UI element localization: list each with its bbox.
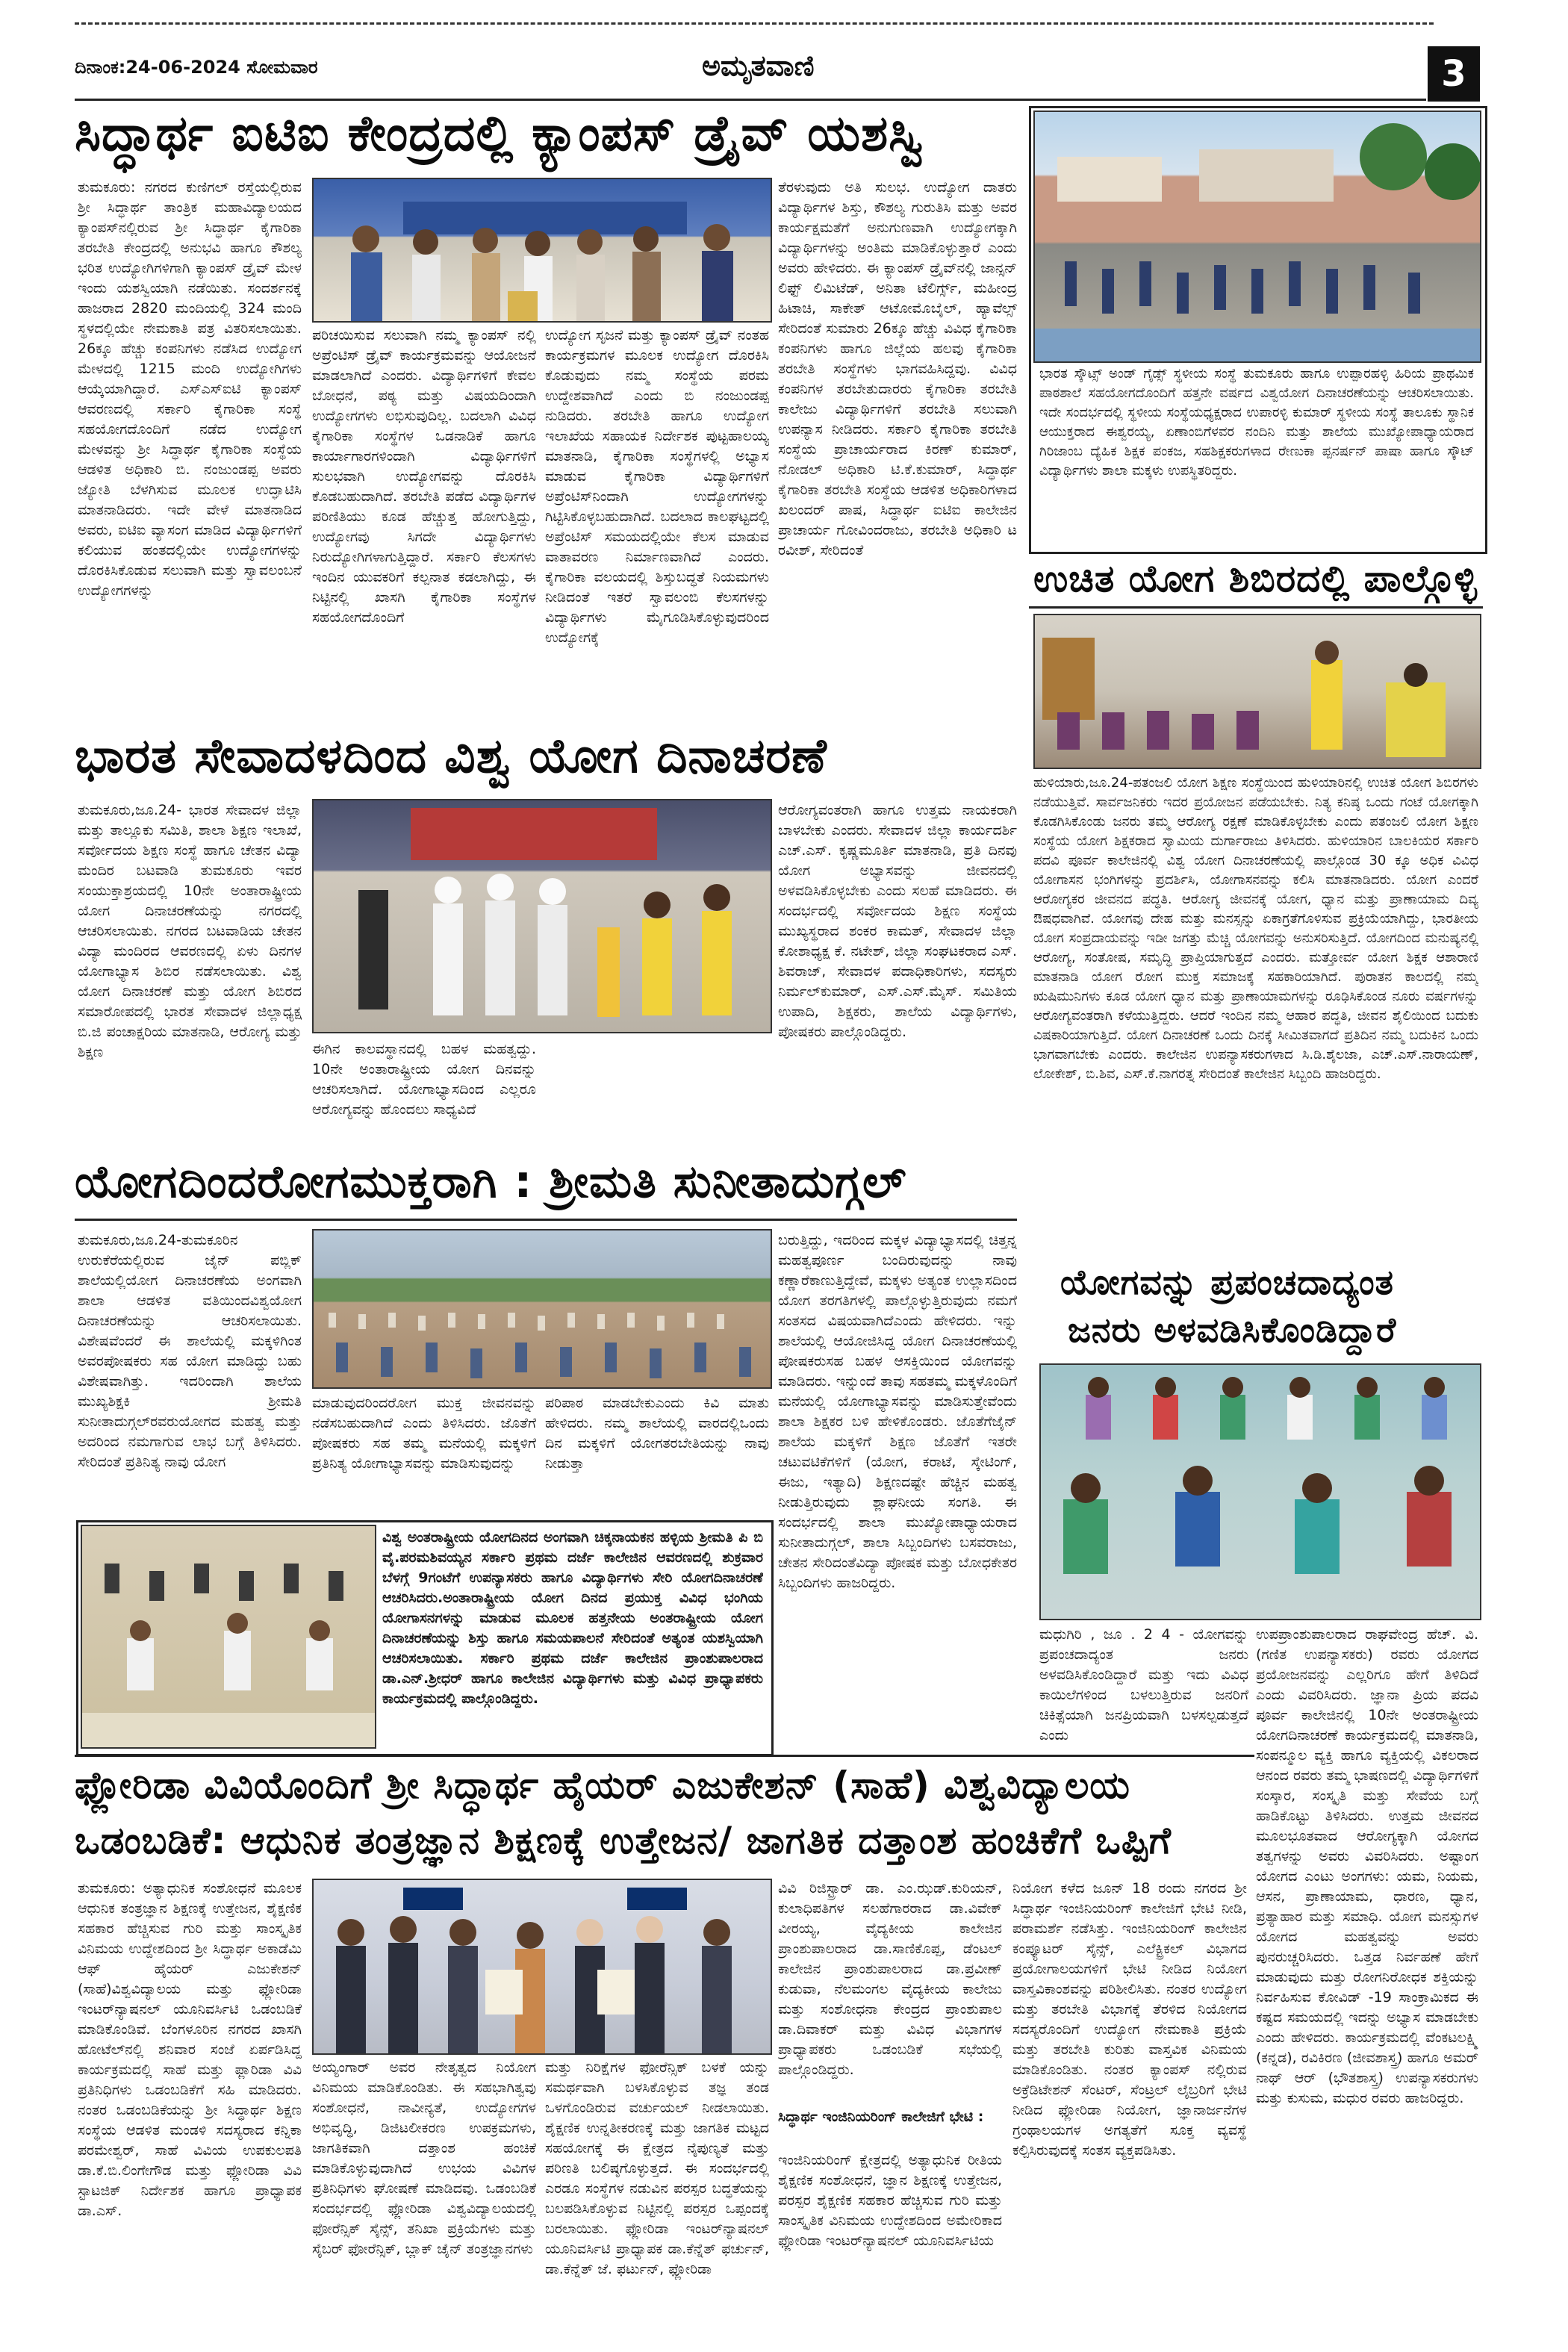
right2-rule [1029, 606, 1483, 609]
story4-headline-line1: ಫ್ಲೋರಿಡಾ ವಿವಿಯೊಂದಿಗೆ ಶ್ರೀ ಸಿದ್ಧಾರ್ಥ ಹೈಯರ್ ಎಜುಕೇಶನ್ (ಸಾಹೆ) ವಿಶ್ವವಿದ್ಯಾಲಯ [75, 1764, 1130, 1807]
right2-headline: ಉಚಿತ ಯೋಗ ಶಿಬಿರದಲ್ಲಿ ಪಾಲ್ಗೊಳ್ಳಿ [1033, 557, 1478, 600]
issue-date: ದಿನಾಂಕ:24-06-2024 ಸೋಮವಾರ [75, 57, 318, 78]
story4-col4a: ವಿವಿ ರಿಜಿಸ್ಟ್ರಾರ್ ಡಾ. ಎಂ.ಝಡ್.ಕುರಿಯನ್, ಕುಲಾಧಿಪತಿಗಳ ಸಲಹೆಗಾರರಾದ ಡಾ.ವಿವೇಕ್ ವೀರಯ್ಯ, ವೈದ್ಯಕೀಯ ಕಾಲೇಜಿನ ಪ್ರಾಂಶುಪಾಲರಾದ ಡಾ.ಸಾಣಿಕೊಪ್ಪ, ಡೆಂಟಲ್ ಕಾಲೇಜಿನ ಪ್ರಾಂಶುಪಾಲರಾದ ಡಾ.ಪ್ರವೀಣ್ ಕುಡುವಾ, ನೆಲಮಂಗಲ ವೈದ್ಯಕೀಯ ಕಾಲೇಜು ಮತ್ತು ಸಂಶೋಧನಾ ಕೇಂದ್ರದ ಪ್ರಾಂಶುಪಾಲ ಡಾ.ದಿವಾಕರ್ ಮತ್ತು ವಿವಿಧ ವಿಭಾಗಗಳ ಪ್ರಾಧ್ಯಾಪಕರು ಒಡಂಬಡಿಕೆ ಸಭೆಯಲ್ಲಿ ಪಾಲ್ಗೊಂಡಿದ್ದರು. [778, 1880, 1002, 2078]
madhugiri-yoga-figures [1041, 1365, 1480, 1619]
masthead-rule [75, 99, 1426, 101]
campus-drive-photo-figures [314, 179, 771, 321]
story3-rule [75, 1219, 1017, 1221]
story1-col1: ತುಮಕೂರು: ನಗರದ ಕುಣಿಗಲ್ ರಸ್ತೆಯಲ್ಲಿರುವ ಶ್ರೀ ಸಿದ್ಧಾರ್ಥ ತಾಂತ್ರಿಕ ಮಹಾವಿದ್ಯಾಲಯದ ಕ್ಯಾಂಪಸ್‌ನಲ್ಲಿರುವ ಶ್ರೀ ಸಿದ್ಧಾರ್ಥ ಕೈಗಾರಿಕಾ ತರಬೇತಿ ಕೇಂದ್ರದಲ್ಲಿ ಅನುಭವಿ ಹಾಗೂ ಕೌಶಲ್ಯ ಭರಿತ ಉದ್ಯೋಗಿಗಳಿಗಾಗಿ ಕ್ಯಾಂಪಸ್ ಡ್ರೈವ್ ಮೇಳ ಇಂದು ಯಶಸ್ವಿಯಾಗಿ ನಡೆಯಿತು. ಸಂದರ್ಶನಕ್ಕೆ ಹಾಜರಾದ 2820 ಮಂದಿಯಲ್ಲಿ 324 ಮಂದಿ ಸ್ಥಳದಲ್ಲಿಯೇ ನೇಮಕಾತಿ ಪತ್ರ ವಿತರಿಸಲಾಯಿತು. 26ಕ್ಕೂ ಹೆಚ್ಚು ಕಂಪನಿಗಳು ನಡೆಸಿದ ಉದ್ಯೋಗ ಮೇಳದಲ್ಲಿ 1215 ಮಂದಿ ಉದ್ಯೋಗಿಗಳು ಆಯ್ಕೆಯಾಗಿದ್ದಾರೆ. ಎಸ್‌ಎಸ್‌ಐಟಿ ಕ್ಯಾಂಪಸ್ ಆವರಣದಲ್ಲಿ ಸರ್ಕಾರಿ ಕೈಗಾರಿಕಾ ಸಂಸ್ಥೆ ಸಹಯೋಗದೊಂದಿಗೆ ನಡೆದ ಉದ್ಯೋಗ ಮೇಳವನ್ನು ಶ್ರೀ ಸಿದ್ಧಾರ್ಥ ಕೈಗಾರಿಕಾ ಸಂಸ್ಥೆಯ ಆಡಳಿತ ಅಧಿಕಾರಿ ಬಿ. ನಂಜುಂಡಪ್ಪ ಅವರು ಜ್ಯೋತಿ ಬೆಳಗಿಸುವ ಮೂಲಕ ಉದ್ಘಾಟಿಸಿ ಮಾತನಾಡಿದರು. ಇದೇ ವೇಳೆ ಮಾತನಾಡಿದ ಅವರು, ಐಟಿಐ ವ್ಯಾಸಂಗ ಮಾಡಿದ ವಿದ್ಯಾರ್ಥಿಗಳಿಗೆ ಕಲಿಯುವ ಹಂತದಲ್ಲಿಯೇ ಉದ್ಯೋಗಗಳನ್ನು ದೊರಕಿಸಿಕೊಡುವ ಸಲುವಾಗಿ ಮತ್ತು ಸ್ವಾವಲಂಬನೆ ಉದ್ಯೋಗಗಳನ್ನು [78, 179, 302, 599]
seva-dal-yoga-figures [314, 800, 771, 1032]
story4-col2: ಅಯ್ಯಂಗಾರ್ ಅವರ ನೇತೃತ್ವದ ನಿಯೋಗ ವಿನಿಮಯ ಮಾಡಿಕೊಂಡಿತು. ಈ ಸಹಭಾಗಿತ್ವವು ಸಂಶೋಧನೆ, ನಾವೀನ್ಯತೆ, ಉದ್ಯೋಗಗಳ ಅಭಿವೃದ್ಧಿ, ಡಿಜಿಟಲೀಕರಣ ಉಪಕ್ರಮಗಳು, ಜಾಗತಿಕವಾಗಿ ದತ್ತಾಂಶ ಹಂಚಿಕೆ ಮಾಡಿಕೊಳ್ಳುವುದಾಗಿದೆ ಉಭಯ ವಿವಿಗಳ ಪ್ರತಿನಿಧಿಗಳು ಘೋಷಣೆ ಮಾಡಿದವು. ಒಡಂಬಡಿಕೆ ಸಂದರ್ಭದಲ್ಲಿ ಫ್ಲೋರಿಡಾ ವಿಶ್ವವಿದ್ಯಾಲಯದಲ್ಲಿ ಫೋರೆನ್ಸಿಕ್ ಸೈನ್ಸ್, ತನಿಖಾ ಪ್ರಕ್ರಿಯೆಗಳು ಮತ್ತು ಸೈಬರ್ ಫೋರೆನ್ಸಿಕ್, ಬ್ಲಾಕ್ ಚೈನ್ ತಂತ್ರಜ್ಞಾನಗಳು [312, 2059, 536, 2257]
right3-headline-line1: ಯೋಗವನ್ನು ಪ್ರಪಂಚದಾದ್ಯಂತ [1060, 1262, 1394, 1302]
jain-school-yoga-photo [312, 1229, 772, 1389]
free-yoga-camp-photo [1033, 614, 1481, 769]
story1-headline: ಸಿದ್ಧಾರ್ಥ ಐಟಿಐ ಕೇಂದ್ರದಲ್ಲಿ ಕ್ಯಾಂಪಸ್ ಡ್ರೈವ್ ಯಶಸ್ವಿ [75, 105, 924, 162]
jain-school-yoga-figures [314, 1231, 771, 1387]
seva-dal-yoga-photo [312, 799, 772, 1033]
story2-col3: ಆರೋಗ್ಯವಂತರಾಗಿ ಹಾಗೂ ಉತ್ತಮ ನಾಯಕರಾಗಿ ಬಾಳಬೇಕು ಎಂದರು. ಸೇವಾದಳ ಜಿಲ್ಲಾ ಕಾರ್ಯದರ್ಶಿ ಎಚ್.ಎಸ್. ಕೃಷ್ಣಮೂರ್ತಿ ಮಾತನಾಡಿ, ಪ್ರತಿ ದಿನವು ಯೋಗ ಅಭ್ಯಾಸವನ್ನು ಜೀವನದಲ್ಲಿ ಅಳವಡಿಸಿಕೊಳ್ಳಬೇಕು ಎಂದು ಸಲಹೆ ಮಾಡಿದರು. ಈ ಸಂದರ್ಭದಲ್ಲಿ ಸರ್ವೋದಯ ಶಿಕ್ಷಣ ಸಂಸ್ಥೆಯ ಮುಖ್ಯಸ್ಥರಾದ ಶಂಕರ ಕಾಮತ್, ಸೇವಾದಳ ಜಿಲ್ಲಾ ಕೋಶಾಧ್ಯಕ್ಷ ಕೆ. ನಟೇಶ್, ಜಿಲ್ಲಾ ಸಂಘಟಕರಾದ ಎಸ್. ಶಿವರಾಜ್, ಸೇವಾದಳ ಪದಾಧಿಕಾರಿಗಳು, ಸದಸ್ಯರು ನಿರ್ಮಲ್‌ಕುಮಾರ್, ಎಸ್.ಎಸ್.ಮೈಸ್. ಸಮಿತಿಯ ಉಪಾದಿ, ಶಿಕ್ಷಕರು, ಶಾಲೆಯ ವಿದ್ಯಾರ್ಥಿಗಳು, ಪೋಷಕರು ಪಾಲ್ಗೊಂಡಿದ್ದರು. [778, 802, 1017, 1040]
story1-col3: ಉದ್ಯೋಗ ಸೃಜನೆ ಮತ್ತು ಕ್ಯಾಂಪಸ್ ಡ್ರೈವ್ ನಂತಹ ಕಾರ್ಯಕ್ರಮಗಳ ಮೂಲಕ ಉದ್ಯೋಗ ದೊರಕಿಸಿ ಕೊಡುವುದು ನಮ್ಮ ಸಂಸ್ಥೆಯ ಪರಮ ಉದ್ದೇಶವಾಗಿದೆ ಎಂದು ಬಿ ನಂಜುಂಡಪ್ಪ ನುಡಿದರು. ತರಬೇತಿ ಹಾಗೂ ಉದ್ಯೋಗ ಇಲಾಖೆಯ ಸಹಾಯಕ ನಿರ್ದೇಶಕ ಪುಟ್ಟಹಾಲಯ್ಯ ಮಾತನಾಡಿ, ಕೈಗಾರಿಕಾ ಸಂಸ್ಥೆಗಳಲ್ಲಿ ಅಭ್ಯಾಸ ಮಾಡುವ ಕೈಗಾರಿಕಾ ವಿದ್ಯಾರ್ಥಿಗಳಿಗೆ ಅಪ್ರೆಂಟಿಸ್‌ನಿಂದಾಗಿ ಉದ್ಯೋಗಗಳನ್ನು ಗಿಟ್ಟಿಸಿಕೊಳ್ಳಬಹುದಾಗಿದೆ. ಬದಲಾದ ಕಾಲಘಟ್ಟದಲ್ಲಿ ಅಪ್ರೆಂಟಿಸ್ ಸಮಯದಲ್ಲಿಯೇ ಕೆಲಸ ಮಾಡುವ ವಾತಾವರಣ ನಿರ್ಮಾಣವಾಗಿದೆ ಎಂದರು. ಕೈಗಾರಿಕಾ ವಲಯದಲ್ಲಿ ಶಿಸ್ತುಬದ್ಧತೆ ನಿಯಮಗಳು ನೀಡಿದಂತೆ ಇತರೆ ಸ್ವಾವಲಂಬಿ ಕೆಲಸಗಳನ್ನು ವಿದ್ಯಾರ್ಥಿಗಳು ಮೈಗೂಡಿಸಿಕೊಳ್ಳುವುದರಿಂದ ಉದ್ಯೋಗಕ್ಕೆ [545, 327, 769, 646]
chikkanayakanahalli-caption: ವಿಶ್ವ ಅಂತರಾಷ್ಟ್ರೀಯ ಯೋಗದಿನದ ಅಂಗವಾಗಿ ಚಿಕ್ಕನಾಯಕನ ಹಳ್ಳಿಯ ಶ್ರೀಮತಿ ಪಿ ಬಿ ವೈ.ಪರಮಶಿವಯ್ಯನ ಸರ್ಕಾರಿ ಪ್ರಥಮ ದರ್ಜೆ ಕಾಲೇಜಿನ ಆವರಣದಲ್ಲಿ ಶುಕ್ರವಾರ ಬೆಳಗ್ಗೆ 9ಗಂಟೆಗೆ ಉಪನ್ಯಾಸಕರು ಹಾಗೂ ವಿದ್ಯಾರ್ಥಿಗಳು ಸೇರಿ ಯೋಗದಿನಾಚರಣೆ ಆಚರಿಸಿದರು.ಅಂತಾರಾಷ್ಟ್ರೀಯ ಯೋಗ ದಿನದ ಪ್ರಯುಕ್ತ ವಿವಿಧ ಭಂಗಿಯ ಯೋಗಾಸನಗಳನ್ನು ಮಾಡುವ ಮೂಲಕ ಹತ್ತನೇಯ ಅಂತರಾಷ್ಟ್ರೀಯ ಯೋಗ ದಿನಾಚರಣೆಯನ್ನು ಶಿಸ್ತು ಹಾಗೂ ಸಮಯಪಾಲನೆ ಸೇರಿದಂತೆ ಅತ್ಯಂತ ಯಶಸ್ವಿಯಾಗಿ ಆಚರಿಸಲಾಯಿತು. ಸರ್ಕಾರಿ ಪ್ರಥಮ ದರ್ಜೆ ಕಾಲೇಜಿನ ಪ್ರಾಂಶುಪಾಲರಾದ ಡಾ.ಎನ್.ಶ್ರೀಧರ್ ಹಾಗೂ ಕಾಲೇಜಿನ ವಿದ್ಯಾರ್ಥಿಗಳು ಮತ್ತು ವಿವಿಧ ಪ್ರಾಧ್ಯಾಪಕರು ಕಾರ್ಯಕ್ರಮದಲ್ಲಿ ಪಾಲ್ಗೊಂಡಿದ್ದರು. [382, 1529, 763, 1707]
mou-signing-photo [312, 1879, 772, 2055]
story3-col1: ತುಮಕೂರು,ಜೂ.24-ತುಮಕೂರಿನ ಉರುಕೆರೆಯಲ್ಲಿರುವ ಜೈನ್ ಪಬ್ಲಿಕ್ ಶಾಲೆಯಲ್ಲಿಯೋಗ ದಿನಾಚರಣೆಯ ಅಂಗವಾಗಿ ಶಾಲಾ ಆಡಳಿತ ವತಿಯಿಂದವಿಶ್ವಯೋಗ ದಿನಾಚರಣೆಯನ್ನು ಆಚರಿಸಲಾಯಿತು. ವಿಶೇಷವೆಂದರೆ ಈ ಶಾಲೆಯಲ್ಲಿ ಮಕ್ಕಳಿಗಿಂತ ಅವರಪೋಷಕರು ಸಹ ಯೋಗ ಮಾಡಿದ್ದು ಬಹು ವಿಶೇಷವಾಗಿತ್ತು. ಇದರಿಂದಾಗಿ ಶಾಲೆಯ ಮುಖ್ಯಶಿಕ್ಷಕಿ ಶ್ರೀಮತಿ ಸುನೀತಾದುಗ್ಗಲ್‌ರವರುಯೋಗದ ಮಹತ್ವ ಮತ್ತು ಅದರಿಂದ ನಮಗಾಗುವ ಲಾಭ ಬಗ್ಗೆ ತಿಳಿಸಿದರು. ಸೇರಿದಂತೆ ಪ್ರತಿನಿತ್ಯ ನಾವು ಯೋಗ [78, 1232, 302, 1470]
story2-headline: ಭಾರತ ಸೇವಾದಳದಿಂದ ವಿಶ್ವ ಯೋಗ ದಿನಾಚರಣೆ [75, 729, 827, 784]
right1-caption: ಭಾರತ ಸ್ಕೌಟ್ಸ್ ಅಂಡ್ ಗೈಡ್ಸ್ ಸ್ಥಳೀಯ ಸಂಸ್ಥೆ ತುಮಕೂರು ಹಾಗೂ ಉಪ್ಪಾರಹಳ್ಳಿ ಹಿರಿಯ ಪ್ರಾಥಮಿಕ ಪಾಠಶಾಲೆ ಸಹಯೋಗದೊಂದಿಗೆ ಹತ್ತನೇ ವರ್ಷದ ವಿಶ್ವಯೋಗ ದಿನಾಚರಣೆಯನ್ನು ಆಚರಿಸಲಾಯಿತು. ಇದೇ ಸಂದರ್ಭದಲ್ಲಿ ಸ್ಥಳೀಯ ಸಂಸ್ಥೆಯಧ್ಯಕ್ಷರಾದ ಉಪಾರಳ್ಳಿ ಕುಮಾರ್ ಸ್ಥಳೀಯ ಸಂಸ್ಥೆ ತಾಲೂಕು ಸ್ಥಾನಿಕ ಆಯುಕ್ತರಾದ ಈಶ್ವರಯ್ಯ, ಏಣಾಂಬಿಗೆಳವರ ನಂದಿನಿ ಮತ್ತು ಶಾಲೆಯ ಮುಖ್ಯೋಪಾಧ್ಯಾಯರಾದ ಗಿರಿಜಾಂಬ ದ್ಯೆಹಿಕ ಶಿಕ್ಷಕ ಪಂಕಜ, ಸಹಶಿಕ್ಷಕರುಗಳಾದ ರೇಣುಕಾ ಪ್ಪನರ್ಷನ್ ಪಾಷಾ ಹಾಗೂ ಸ್ಕೌಟ್ ವಿದ್ಯಾರ್ಥಿಗಳು ಶಾಲಾ ಮಕ್ಕಳು ಉಪಸ್ಥಿತರಿದ್ದರು. [1039, 366, 1474, 479]
story4-headline-line2: ಒಡಂಬಡಿಕೆ: ಆಧುನಿಕ ತಂತ್ರಜ್ಞಾನ ಶಿಕ್ಷಣಕ್ಕೆ ಉತ್ತೇಜನ/ ಜಾಗತಿಕ ದತ್ತಾಂಶ ಹಂಚಿಕೆಗೆ ಒಪ್ಪಿಗೆ [75, 1819, 1172, 1862]
right3-colA: ಮಧುಗಿರಿ , ಜೂ . 2 4 - ಯೋಗವನ್ನು ಪ್ರಪಂಚದಾದ್ಯಂತ ಜನರು ಅಳವಡಿಸಿಕೊಂಡಿದ್ದಾರೆ ಮತ್ತು ಇದು ವಿವಿಧ ಕಾಯಿಲೆಗಳಿಂದ ಬಳಲುತ್ತಿರುವ ಜನರಿಗೆ ಚಿಕಿತ್ಸೆಯಾಗಿ ಜನಪ್ರಿಯವಾಗಿ ಬಳಸಲ್ಪಡುತ್ತದೆ ಎಂದು [1039, 1626, 1248, 1743]
story4-col3: ಮತ್ತು ನಿರಿಕ್ಷೆಗಳ ಫೋರೆನ್ಸಿಕ್ ಬಳಕೆ ಯನ್ನು ಸಮರ್ಥವಾಗಿ ಬಳಸಿಕೊಳ್ಳುವ ತಜ್ಞ ತಂಡ ಒಳಗೊಂಡಿರುವ ವರ್ಚುಯಲ್ ನೀಡಲಾಯಿತು. ಶೈಕ್ಷಣಿಕ ಉನ್ನತೀಕರಣಕ್ಕೆ ಮತ್ತು ಜಾಗತಿಕ ಮಟ್ಟದ ಸಹಯೋಗಕ್ಕೆ ಈ ಕ್ಷೇತ್ರದ ನೈಪುಣ್ಯತೆ ಮತ್ತು ಪರಿಣತಿ ಬಲಿಷ್ಠಗೊಳ್ಳುತ್ತದೆ. ಈ ಸಂದರ್ಭದಲ್ಲಿ ಎರಡೂ ಸಂಸ್ಥೆಗಳ ನಡುವಿನ ಪರಸ್ಪರ ಬದ್ಧತೆಯನ್ನು ಬಲಪಡಿಸಿಕೊಳ್ಳುವ ನಿಟ್ಟಿನಲ್ಲಿ ಪರಸ್ಪರ ಒಪ್ಪಂದಕ್ಕೆ ಬರಲಾಯಿತು. ಫ್ಲೋರಿಡಾ ಇಂಟರ್‌ನ್ಯಾಷನಲ್ ಯೂನಿವರ್ಸಿಟಿ ಪ್ರಾಧ್ಯಾಪಕ ಡಾ.ಕೆನ್ನೆತ್ ಫರ್ಚುನ್, ಡಾ.ಕೆನ್ನೆತ್ ಜೆ. ಫರ್ಟುನ್, ಫ್ಲೋರಿಡಾ [545, 2059, 769, 2277]
story4-col5: ನಿಯೋಗ ಕಳೆದ ಜೂನ್ 18 ರಂದು ನಗರದ ಶ್ರೀ ಸಿದ್ಧಾರ್ಥ ಇಂಜಿನಿಯರಿಂಗ್ ಕಾಲೇಜಿಗೆ ಭೇಟಿ ನೀಡಿ, ಪರಾಮರ್ಶೆ ನಡೆಸಿತ್ತು. ಇಂಜಿನಿಯರಿಂಗ್ ಕಾಲೇಜಿನ ಕಂಪ್ಯೂಟರ್ ಸೈನ್ಸ್, ಎಲೆಕ್ಟ್ರಿಕಲ್ ವಿಭಾಗದ ಪ್ರಯೋಗಾಲಯಗಳಿಗೆ ಭೇಟಿ ನೀಡಿದ ನಿಯೋಗ ವಾಸ್ತವಿಕಾಂಶವನ್ನು ಪರಿಶೀಲಿಸಿತು. ನಂತರ ಉದ್ಯೋಗ ಮತ್ತು ತರಬೇತಿ ವಿಭಾಗಕ್ಕೆ ತೆರಳಿದ ನಿಯೋಗದ ಸದಸ್ಯರೊಂದಿಗೆ ಉದ್ಯೋಗ ನೇಮಕಾತಿ ಪ್ರಕ್ರಿಯೆ ಮತ್ತು ತರಬೇತಿ ಕುರಿತು ವಾಸ್ತವಿಕ ವಿನಿಮಯ ಮಾಡಿಕೊಂಡಿತು. ನಂತರ ಕ್ಯಾಂಪಸ್ ನಲ್ಲಿರುವ ಅಕ್ರೆಡಿಟೇಶನ್ ಸೆಂಟರ್, ಸೆಂಟ್ರಲ್ ಲೈಬ್ರರಿಗೆ ಭೇಟಿ ನೀಡಿದ ಫ್ಲೋರಿಡಾ ನಿಯೋಗ, ಜ್ಞಾನಾರ್ಜನೆಗಳ ಗ್ರಂಥಾಲಯಗಳ ಅಗತ್ಯತೆಗೆ ಸೂಕ್ತ ವ್ಯವಸ್ಥೆ ಕಲ್ಪಿಸಿರುವುದಕ್ಕೆ ಸಂತಸ ವ್ಯಕ್ತಪಡಿಸಿತು. [1012, 1880, 1247, 2159]
page-number: 3 [1428, 46, 1480, 102]
story1-col2: ಪರಿಚಯಿಸುವ ಸಲುವಾಗಿ ನಮ್ಮ ಕ್ಯಾಂಪಸ್ ನಲ್ಲಿ ಅಪ್ರೆಂಟಿಸ್ ಡ್ರೈವ್ ಕಾರ್ಯಕ್ರಮವನ್ನು ಆಯೋಜನೆ ಮಾಡಲಾಗಿದೆ ಎಂದರು. ವಿದ್ಯಾರ್ಥಿಗಳಿಗೆ ಕೇವಲ ಬೋಧನೆ, ಪಠ್ಯ ಮತ್ತು ವಿಷಯದಿಂದಾಗಿ ಉದ್ಯೋಗಗಳು ಲಭಿಸುವುದಿಲ್ಲ. ಬದಲಾಗಿ ವಿವಿಧ ಕೈಗಾರಿಕಾ ಸಂಸ್ಥೆಗಳ ಒಡನಾಡಿಕೆ ಹಾಗೂ ಕಾರ್ಯಾಗಾರಗಳಿಂದಾಗಿ ವಿದ್ಯಾರ್ಥಿಗಳಿಗೆ ಸುಲಭವಾಗಿ ಉದ್ಯೋಗವನ್ನು ದೊರಕಿಸಿ ಕೊಡಬಹುದಾಗಿದೆ. ತರಬೇತಿ ಪಡೆದ ವಿದ್ಯಾರ್ಥಿಗಳ ಪರಿಣಿತಿಯು ಕೂಡ ಹೆಚ್ಚುತ್ತ ಹೋಗುತ್ತಿದ್ದು, ಉದ್ಯೋಗವು ಸಿಗದೇ ವಿದ್ಯಾರ್ಥಿಗಳು ನಿರುದ್ಯೋಗಿಗಳಾಗುತ್ತಿದ್ದಾರೆ. ಸರ್ಕಾರಿ ಕೆಲಸಗಳು ಇಂದಿನ ಯುವಕರಿಗೆ ಕಲ್ಪನಾತ ಕಡಲಾಗಿದ್ದು, ಈ ನಿಟ್ಟಿನಲ್ಲಿ ಖಾಸಗಿ ಕೈಗಾರಿಕಾ ಸಂಸ್ಥೆಗಳ ಸಹಯೋಗದೊಂದಿಗೆ [312, 327, 536, 626]
story4-subhead: ಸಿದ್ಧಾರ್ಥ ಇಂಜಿನಿಯರಿಂಗ್ ಕಾಲೇಜಿಗೆ ಭೇಟಿ : [778, 2109, 984, 2125]
campus-drive-photo [312, 178, 772, 323]
college-yoga-photo [81, 1525, 376, 1749]
mou-signing-figures [314, 1880, 771, 2053]
story1-col4: ತೆರಳುವುದು ಅತಿ ಸುಲಭ. ಉದ್ಯೋಗ ದಾತರು ವಿದ್ಯಾರ್ಥಿಗಳ ಶಿಸ್ತು, ಕೌಶಲ್ಯ ಗುರುತಿಸಿ ಮತ್ತು ಅವರ ಕಾರ್ಯಕ್ಷಮತೆಗೆ ಅನುಗುಣವಾಗಿ ಉದ್ಯೋಗಕ್ಕಾಗಿ ವಿದ್ಯಾರ್ಥಿಗಳನ್ನು ಅಂತಿಮ ಮಾಡಿಕೊಳ್ಳುತ್ತಾರೆ ಎಂದು ಅವರು ಹೇಳಿದರು. ಈ ಕ್ಯಾಂಪಸ್ ಡ್ರೈವ್‌ನಲ್ಲಿ ಜಾನ್ಸನ್ ಲಿಫ್ಟ್ ಲಿಮಿಟೆಡ್, ಅನಿತಾ ಟೆಲಿರ್ಗ್ಸ್, ಮಹೀಂದ್ರ ಹಿಟಾಚಿ, ಸಾಕೇತ್ ಆಟೋಮೊಬೈಲ್, ಹ್ಯಾವೆಲ್ಸ್ ಸೇರಿದಂತೆ ಸುಮಾರು 26ಕ್ಕೂ ಹೆಚ್ಚು ವಿವಿಧ ಕೈಗಾರಿಕಾ ಕಂಪನಿಗಳು ಹಾಗೂ ಜಿಲ್ಲೆಯ ಹಲವು ಕೈಗಾರಿಕಾ ತರಬೇತಿ ಸಂಸ್ಥೆಗಳು ಭಾಗವಹಿಸಿದ್ದವು. ವಿವಿಧ ಕಂಪನಿಗಳ ತರಬೇತುದಾರರು ಕೈಗಾರಿಕಾ ತರಬೇತಿ ಕಾಲೇಜು ವಿದ್ಯಾರ್ಥಿಗಳಿಗೆ ತರಬೇತಿ ಸಲುವಾಗಿ ಉಪನ್ಯಾಸ ನೀಡಿದರು. ಸರ್ಕಾರಿ ಕೈಗಾರಿಕಾ ತರಬೇತಿ ಸಂಸ್ಥೆಯ ಪ್ರಾಚಾರ್ಯರಾದ ಕಿರಣ್ ಕುಮಾರ್, ನೋಡಲ್ ಅಧಿಕಾರಿ ಟಿ.ಕೆ.ಕುಮಾರ್, ಸಿದ್ಧಾರ್ಥ ಕೈಗಾರಿಕಾ ತರಬೇತಿ ಸಂಸ್ಥೆಯ ಆಡಳಿತ ಅಧಿಕಾರಿಗಳಾದ ಖಲಂದರ್ ಪಾಷ, ಸಿದ್ಧಾರ್ಥ ಐಟಿಐ ಕಾಲೇಜಿನ ಪ್ರಾಚಾರ್ಯ ಗೋವಿಂದರಾಜು, ತರಬೇತಿ ಅಧಿಕಾರಿ ಟ ರವೀಶ್, ಸೇರಿದಂತೆ [778, 179, 1017, 559]
right3-headline-line2: ಜನರು ಅಳವಡಿಸಿಕೊಂಡಿದ್ದಾರೆ [1068, 1310, 1397, 1350]
scouts-yoga-photo [1033, 111, 1481, 363]
paper-name: ಅಮೃತವಾಣಿ [702, 49, 815, 82]
scouts-yoga-figures [1035, 112, 1480, 361]
story4-top-rule [75, 1755, 1254, 1757]
story3-col2: ಮಾಡುವುದರಿಂದರೋಗ ಮುಕ್ತ ಜೀವನವನ್ನು ನಡೆಸಬಹುದಾಗಿದೆ ಎಂದು ತಿಳಿಸಿದರು. ಜೊತೆಗೆ ಪೋಷಕರು ಸಹ ತಮ್ಮ ಮನೆಯಲ್ಲಿ ಮಕ್ಕಳಿಗೆ ಪ್ರತಿನಿತ್ಯ ಯೋಗಾಭ್ಯಾಸವನ್ನು ಮಾಡಿಸುವುದನ್ನು [312, 1395, 536, 1472]
story4-col1: ತುಮಕೂರು: ಅತ್ಯಾಧುನಿಕ ಸಂಶೋಧನೆ ಮೂಲಕ ಆಧುನಿಕ ತಂತ್ರಜ್ಞಾನ ಶಿಕ್ಷಣಕ್ಕೆ ಉತ್ತೇಜನ, ಶೈಕ್ಷಣಿಕ ಸಹಕಾರ ಹೆಚ್ಚಿಸುವ ಗುರಿ ಮತ್ತು ಸಾಂಸ್ಕೃತಿಕ ವಿನಿಮಯ ಉದ್ದೇಶದಿಂದ ಶ್ರೀ ಸಿದ್ಧಾರ್ಥ ಅಕಾಡೆಮಿ ಆಫ್ ಹೈಯರ್ ಎಜುಕೇಶನ್ (ಸಾಹೆ)ವಿಶ್ವವಿದ್ಯಾಲಯ ಮತ್ತು ಫ್ಲೋರಿಡಾ ಇಂಟರ್‌ನ್ಯಾಷನಲ್ ಯೂನಿವರ್ಸಿಟಿ ಒಡಂಬಡಿಕೆ ಮಾಡಿಕೊಂಡಿವೆ. ಬೆಂಗಳೂರಿನ ನಗರದ ಖಾಸಗಿ ಹೋಟೆಲ್‌ನಲ್ಲಿ ಶನಿವಾರ ಸಂಜೆ ಏರ್ಪಡಿಸಿದ್ದ ಕಾರ್ಯಕ್ರಮದಲ್ಲಿ ಸಾಹೆ ಮತ್ತು ಫ್ಲಾರಿಡಾ ವಿವಿ ಪ್ರತಿನಿಧಿಗಳು ಒಡಂಬಡಿಕೆಗೆ ಸಹಿ ಮಾಡಿದರು. ನಂತರ ಒಡಂಬಡಿಕೆಯನ್ನು ಶ್ರೀ ಸಿದ್ಧಾರ್ಥ ಶಿಕ್ಷಣ ಸಂಸ್ಥೆಯ ಆಡಳಿತ ಮಂಡಳಿ ಸದಸ್ಯರಾದ ಕನ್ನಿಕಾ ಪರಮೇಶ್ವರ್, ಸಾಹೆ ವಿವಿಯ ಉಪಕುಲಪತಿ ಡಾ.ಕೆ.ಬಿ.ಲಿಂಗೇಗೌಡ ಮತ್ತು ಫ್ಲೋರಿಡಾ ವಿವಿ ಸ್ಟಾಟಜಿಕ್ ನಿರ್ದೇಶಕ ಹಾಗೂ ಪ್ರಾಧ್ಯಾಪಕ ಡಾ.ಎಸ್. [78, 1880, 302, 2219]
right2-body: ಹುಳಿಯಾರು,ಜೂ.24-ಪತಂಜಲಿ ಯೋಗ ಶಿಕ್ಷಣ ಸಂಸ್ಥೆಯಿಂದ ಹುಳಿಯಾರಿನಲ್ಲಿ ಉಚಿತ ಯೋಗ ಶಿಬಿರಗಳು ನಡೆಯುತ್ತಿವೆ. ಸಾರ್ವಜನಿಕರು ಇದರ ಪ್ರಯೋಜನ ಪಡೆಯಬೇಕು. ನಿತ್ಯ ಕನಿಷ್ಠ ಒಂದು ಗಂಟೆ ಯೋಗಕ್ಕಾಗಿ ಕೊಡಗಿಸಿಕೊಂಡು ಜನರು ತಮ್ಮ ಆರೋಗ್ಯ ರಕ್ಷಣೆ ಮಾಡಿಕೊಳ್ಳಬೇಕು ಎಂದು ಪತಂಜಲಿ ಯೋಗ ಶಿಕ್ಷಣ ಸಂಸ್ಥೆಯ ಯೋಗ ಶಿಕ್ಷಕರಾದ ಸ್ವಾಮಿಯ ದುರ್ಗಾರಾಜು ತಿಳಿಸಿದರು. ಹುಳಿಯಾರಿನ ಬಾಲಕಿಯರ ಸರ್ಕಾರಿ ಪದವಿ ಪೂರ್ವ ಕಾಲೇಜಿನಲ್ಲಿ ವಿಶ್ವ ಯೋಗ ದಿನಾಚರಣೆಯಲ್ಲಿ ಪಾಲ್ಗೊಂಡ 30 ಕ್ಕೂ ಅಧಿಕ ವಿವಿಧ ಯೋಗಾಸನ ಭಂಗಿಗಳನ್ನು ಪ್ರದರ್ಶಿಸಿ, ಯೋಗಾಸನವನ್ನು ಕಲಿಸಿ ಮಾತನಾಡಿದರು. ಯೋಗ ಎಂದರೆ ಆರೋಗ್ಯಕರ ಜೀವನದ ಪದ್ಧತಿ. ಆರೋಗ್ಯ ಜೀವನಕ್ಕೆ ಯೋಗ, ಧ್ಯಾನ ಮತ್ತು ಪ್ರಾಣಾಯಾಮ ದಿವ್ಯ ಔಷಧವಾಗಿವೆ. ಯೋಗವು ದೇಹ ಮತ್ತು ಮನಸ್ಸನ್ನು ಏಕಾಗ್ರತೆಗೊಳಿಸುವ ಪ್ರಕ್ರಿಯೆಯಾಗಿದ್ದು, ಭಾರತೀಯ ಯೋಗ ಸಂಪ್ರದಾಯವನ್ನು ಇಡೀ ಜಗತ್ತು ಮೆಚ್ಚಿ ಯೋಗವನ್ನು ಅನುಸರಿಸುತ್ತಿದೆ. ಯೋಗದಿಂದ ಮನುಷ್ಯನಲ್ಲಿ ಆರೋಗ್ಯ, ಸಂತೋಷ, ಸಮೃದ್ಧಿ ಪ್ರಾಪ್ತಿಯಾಗುತ್ತದೆ ಎಂದರು. ಮತ್ತೋರ್ವ ಯೋಗ ಶಿಕ್ಷಕ ಆಶಾರಾಣಿ ಮಾತನಾಡಿ ಯೋಗ ರೋಗ ಮುಕ್ತ ಸಮಾಜಕ್ಕೆ ಸಹಕಾರಿಯಾಗಿದೆ. ಪುರಾತನ ಕಾಲದಲ್ಲಿ ನಮ್ಮ ಋಷಿಮುನಿಗಳು ಕೂಡ ಯೋಗ ಧ್ಯಾನ ಮತ್ತು ಪ್ರಾಣಾಯಾಮಗಳನ್ನು ರೂಢಿಸಿಕೊಂಡ ನೂರು ವರ್ಷಗಳನ್ನು ಆರೋಗ್ಯವಂತರಾಗಿ ಕಳೆಯುತ್ತಿದ್ದರು. ಆದರೆ ಇಂದಿನ ನಮ್ಮ ಆಹಾರ ಪದ್ಧತಿ, ಜೀವನ ಶೈಲಿಯಿಂದ ಬದುಕು ವಿಷಕಾರಿಯಾಗುತ್ತಿದೆ. ಯೋಗ ದಿನಾಚರಣೆ ಒಂದು ದಿನಕ್ಕೆ ಸೀಮಿತವಾಗದೆ ಪ್ರತಿದಿನ ನಮ್ಮ ಬದುಕಿನ ಒಂದು ಭಾಗವಾಗಬೇಕು ಎಂದರು. ಕಾಲೇಜಿನ ಉಪನ್ಯಾಸಕರುಗಳಾದ ಸಿ.ಡಿ.ಶೈಲಜಾ, ಎಚ್.ಎಸ್.ನಾರಾಯಣ್, ಲೋಕೇಶ್, ಬಿ.ಶಿವ, ಎಸ್.ಕೆ.ನಾಗರತ್ನ ಸೇರಿದಂತೆ ಕಾಲೇಜಿನ ಸಿಬ್ಬಂದಿ ಹಾಜರಿದ್ದರು. [1033, 775, 1478, 1082]
story3-headline: ಯೋಗದಿಂದರೋಗಮುಕ್ತರಾಗಿ : ಶ್ರೀಮತಿ ಸುನೀತಾದುಗ್ಗಲ್ [75, 1156, 907, 1208]
story3-col4: ಬರುತ್ತಿದ್ದು, ಇದರಿಂದ ಮಕ್ಕಳ ವಿದ್ಯಾಭ್ಯಾಸದಲ್ಲಿ ಚಿತ್ತನ್ನ ಮಹತ್ವಪೂರ್ಣ ಬಂದಿರುವುದನ್ನು ನಾವು ಕಣ್ಣಾರೆಕಾಣುತ್ತಿದ್ದೇವೆ, ಮಕ್ಕಳು ಅತ್ಯಂತ ಉಲ್ಲಾಸದಿಂದ ಯೋಗ ತರಗತಿಗಳಲ್ಲಿ ಪಾಲ್ಗೊಳ್ಳುತ್ತಿರುವುದು ನಮಗೆ ಸಂತಸದ ವಿಷಯವಾಗಿದೆಎಂದು ಹೇಳಿದರು. ಇನ್ನು ಶಾಲೆಯಲ್ಲಿ ಆಯೋಜಿಸಿದ್ದ ಯೋಗ ದಿನಾಚರಣೆಯಲ್ಲಿ ಪೋಷಕರುಸಹ ಬಹಳ ಆಸಕ್ತಿಯಿಂದ ಯೋಗವನ್ನು ಮಾಡಿದರು. ಇನ್ನುಂದೆ ತಾವು ಸಹತಮ್ಮ ಮಕ್ಕಳೊಂದಿಗೆ ಮನೆಯಲ್ಲಿ ಯೋಗಾಭ್ಯಾಸವನ್ನು ಮಾಡಿಸುತ್ತೇವೆಂದು ಶಾಲಾ ಶಿಕ್ಷಕರ ಬಳಿ ಹೇಳಿಕೊಂಡರು. ಜೊತೆಗೆಜೈನ್ ಶಾಲೆಯ ಮಕ್ಕಳಿಗೆ ಶಿಕ್ಷಣ ಜೊತೆಗೆ ಇತರೇ ಚಟುವಟಿಕೆಗಳಿಗೆ (ಯೋಗ, ಕರಾಟೆ, ಸ್ಕೇಟಿಂಗ್, ಈಜು, ಇತ್ಯಾದಿ) ಶಿಕ್ಷಣದಷ್ಟೇ ಹೆಚ್ಚಿನ ಮಹತ್ವ ನೀಡುತ್ತಿರುವುದು ಶ್ಲಾಘನೀಯ ಸಂಗತಿ. ಈ ಸಂದರ್ಭದಲ್ಲಿ ಶಾಲಾ ಮುಖ್ಯೋಪಾಧ್ಯಾಯರಾದ ಸುನೀತಾದುಗ್ಗಲ್, ಶಾಲಾ ಸಿಬ್ಬಂದಿಗಳು ಬಸವರಾಜು, ಚೇತನ ಸೇರಿದಂತೆವಿದ್ಯಾ ಪೋಷಕ ಮತ್ತು ಬೋಧಕೇತರ ಸಿಬ್ಬಂದಿಗಳು ಹಾಜರಿದ್ದರು. [778, 1232, 1017, 1591]
story2-col2: ಈಗಿನ ಕಾಲವಸ್ಥಾನದಲ್ಲಿ ಬಹಳ ಮಹತ್ವದ್ದು. 10ನೇ ಅಂತಾರಾಷ್ಟ್ರೀಯ ಯೋಗ ದಿನವನ್ನು ಆಚರಿಸಲಾಗಿದೆ. ಯೋಗಾಭ್ಯಾಸದಿಂದ ಎಲ್ಲರೂ ಆರೋಗ್ಯವನ್ನು ಹೊಂದಲು ಸಾಧ್ಯವಿದೆ [312, 1041, 536, 1118]
right3-colB: ಉಪಪ್ರಾಂಶುಪಾಲರಾದ ರಾಘವೇಂದ್ರ ಹೆಚ್. ವಿ. (ಗಣಿತ ಉಪನ್ಯಾಸಕರು) ರವರು ಯೋಗದ ಪ್ರಯೋಜನವನ್ನು ಎಲ್ಲರಿಗೂ ಹೇಗೆ ತಿಳಿದಿದೆ ಎಂದು ವಿವರಿಸಿದರು. ಜ್ಞಾನಾ ಪ್ರಿಯ ಪದವಿ ಪೂರ್ವ ಕಾಲೇಜಿನಲ್ಲಿ 10ನೇ ಅಂತರಾಷ್ಟ್ರೀಯ ಯೋಗದಿನಾಚರಣೆ ಕಾರ್ಯಕ್ರಮದಲ್ಲಿ ಮಾತನಾಡಿ, ಸಂಪನ್ಮೂಲ ವ್ಯಕ್ತಿ ಹಾಗೂ ವ್ಯಕ್ತಿಯಲ್ಲಿ ವಿಕಲರಾದ ಆನಂದ ರವರು ತಮ್ಮ ಭಾಷಣದಲ್ಲಿ ವಿದ್ಯಾರ್ಥಿಗಳಿಗೆ ಸಂಸ್ಕಾರ, ಸಂಸ್ಕೃತಿ ಮತ್ತು ಸೇವೆಯ ಬಗ್ಗೆ ಹಾಡಿಕೊಟ್ಟು ತಿಳಿಸಿದರು. ಉತ್ತಮ ಜೀವನದ ಮೂಲಭೂತವಾದ ಆರೋಗ್ಯಕ್ಕಾಗಿ ಯೋಗದ ತತ್ವಗಳನ್ನು ಅವರು ವಿವರಿಸಿದರು. ಅಷ್ಟಾಂಗ ಯೋಗದ ಎಂಟು ಅಂಗಗಳು: ಯಮ, ನಿಯಮ, ಆಸನ, ಪ್ರಾಣಾಯಾಮ, ಧಾರಣ, ಧ್ಯಾನ, ಪ್ರತ್ಯಾಹಾರ ಮತ್ತು ಸಮಾಧಿ. ಯೋಗ ಮನಸ್ಸುಗಳ ಯೋಗದ ಮಹತ್ವವನ್ನು ಅವರು ಪುನರುಚ್ಚರಿಸಿದರು. ಒತ್ತಡ ನಿರ್ವಹಣೆ ಹೇಗೆ ಮಾಡುವುದು ಮತ್ತು ರೋಗನಿರೋಧಕ ಶಕ್ತಿಯನ್ನು ನಿರ್ವಹಿಸುವ ಕೋವಿಡ್ -19 ಸಾಂಕ್ರಾಮಿಕದ ಈ ಕಷ್ಟದ ಸಮಯದಲ್ಲಿ ಇದನ್ನು ಅಭ್ಯಾಸ ಮಾಡಬೇಕು ಎಂದು ಹೇಳಿದರು. ಕಾರ್ಯಕ್ರಮದಲ್ಲಿ ವೆಂಕಟಲಕ್ಷ್ಮಿ (ಕನ್ನಡ), ರವಿಕಿರಣ (ಜೀವಶಾಸ್ತ್ರ) ಹಾಗೂ ಅಮರ್ ನಾಥ್ ಆರ್ (ಭೌತಶಾಸ್ತ್ರ) ಉಪನ್ಯಾಸಕರುಗಳು ಮತ್ತು ಕುಸುಮ, ಮಧುರ ರವರು ಹಾಜರಿದ್ದರು. [1256, 1626, 1478, 2106]
top-dashed-rule [75, 22, 1434, 25]
free-yoga-camp-figures [1035, 615, 1480, 768]
story2-col1: ತುಮಕೂರು,ಜೂ.24- ಭಾರತ ಸೇವಾದಳ ಜಿಲ್ಲಾ ಮತ್ತು ತಾಲ್ಲೂಕು ಸಮಿತಿ, ಶಾಲಾ ಶಿಕ್ಷಣ ಇಲಾಖೆ, ಸರ್ವೋದಯ ಶಿಕ್ಷಣ ಸಂಸ್ಥೆ ಹಾಗೂ ಚೇತನ ವಿದ್ಯಾ ಮಂದಿರ ಬಟವಾಡಿ ತುಮಕೂರು ಇವರ ಸಂಯುಕ್ತಾಶ್ರಯದಲ್ಲಿ 10ನೇ ಅಂತಾರಾಷ್ಟ್ರೀಯ ಯೋಗ ದಿನಾಚರಣೆಯನ್ನು ನಗರದಲ್ಲಿ ಆಚರಿಸಲಾಯಿತು. ನಗರದ ಬಟವಾಡಿಯ ಚೇತನ ವಿದ್ಯಾ ಮಂದಿರದ ಆವರಣದಲ್ಲಿ ಏಳು ದಿನಗಳ ಯೋಗಾಭ್ಯಾಸ ಶಿಬಿರ ನಡೆಸಲಾಯಿತು. ವಿಶ್ವ ಯೋಗ ದಿನಾಚರಣೆ ಮತ್ತು ಯೋಗ ಶಿಬಿರದ ಸಮಾರೋಪದಲ್ಲಿ ಭಾರತ ಸೇವಾದಳ ಜಿಲ್ಲಾಧ್ಯಕ್ಷ ಬಿ.ಜಿ ಪಂಚಾಕ್ಷರಿಯ ಮಾತನಾಡಿ, ಆರೋಗ್ಯ ಮತ್ತು ಶಿಕ್ಷಣ [78, 802, 302, 1060]
story4-col4b: ಇಂಜಿನಿಯರಿಂಗ್ ಕ್ಷೇತ್ರದಲ್ಲಿ ಅತ್ಯಾಧುನಿಕ ರೀತಿಯ ಶೈಕ್ಷಣಿಕ ಸಂಶೋಧನೆ, ಜ್ಞಾನ ಶಿಕ್ಷಣಕ್ಕೆ ಉತ್ತೇಜನ, ಪರಸ್ಪರ ಶೈಕ್ಷಣಿಕ ಸಹಕಾರ ಹೆಚ್ಚಿಸುವ ಗುರಿ ಮತ್ತು ಸಾಂಸ್ಕೃತಿಕ ವಿನಿಮಯ ಉದ್ದೇಶದಿಂದ ಅಮೇರಿಕಾದ ಫ್ಲೋರಿಡಾ ಇಂಟರ್‌ನ್ಯಾಷನಲ್ ಯೂನಿವರ್ಸಿಟಿಯ [778, 2152, 1002, 2249]
college-yoga-figures [82, 1526, 375, 1747]
madhugiri-yoga-photo [1039, 1363, 1481, 1620]
story3-col3: ಪರಿಪಾಠ ಮಾಡಬೇಕುಎಂದು ಕಿವಿ ಮಾತು ಹೇಳಿದರು. ನಮ್ಮ ಶಾಲೆಯಲ್ಲಿ ವಾರದಲ್ಲಿಒಂದು ದಿನ ಮಕ್ಕಳಿಗೆ ಯೋಗತರಬೇತಿಯನ್ನು ನಾವು ನೀಡುತ್ತಾ [545, 1395, 769, 1472]
